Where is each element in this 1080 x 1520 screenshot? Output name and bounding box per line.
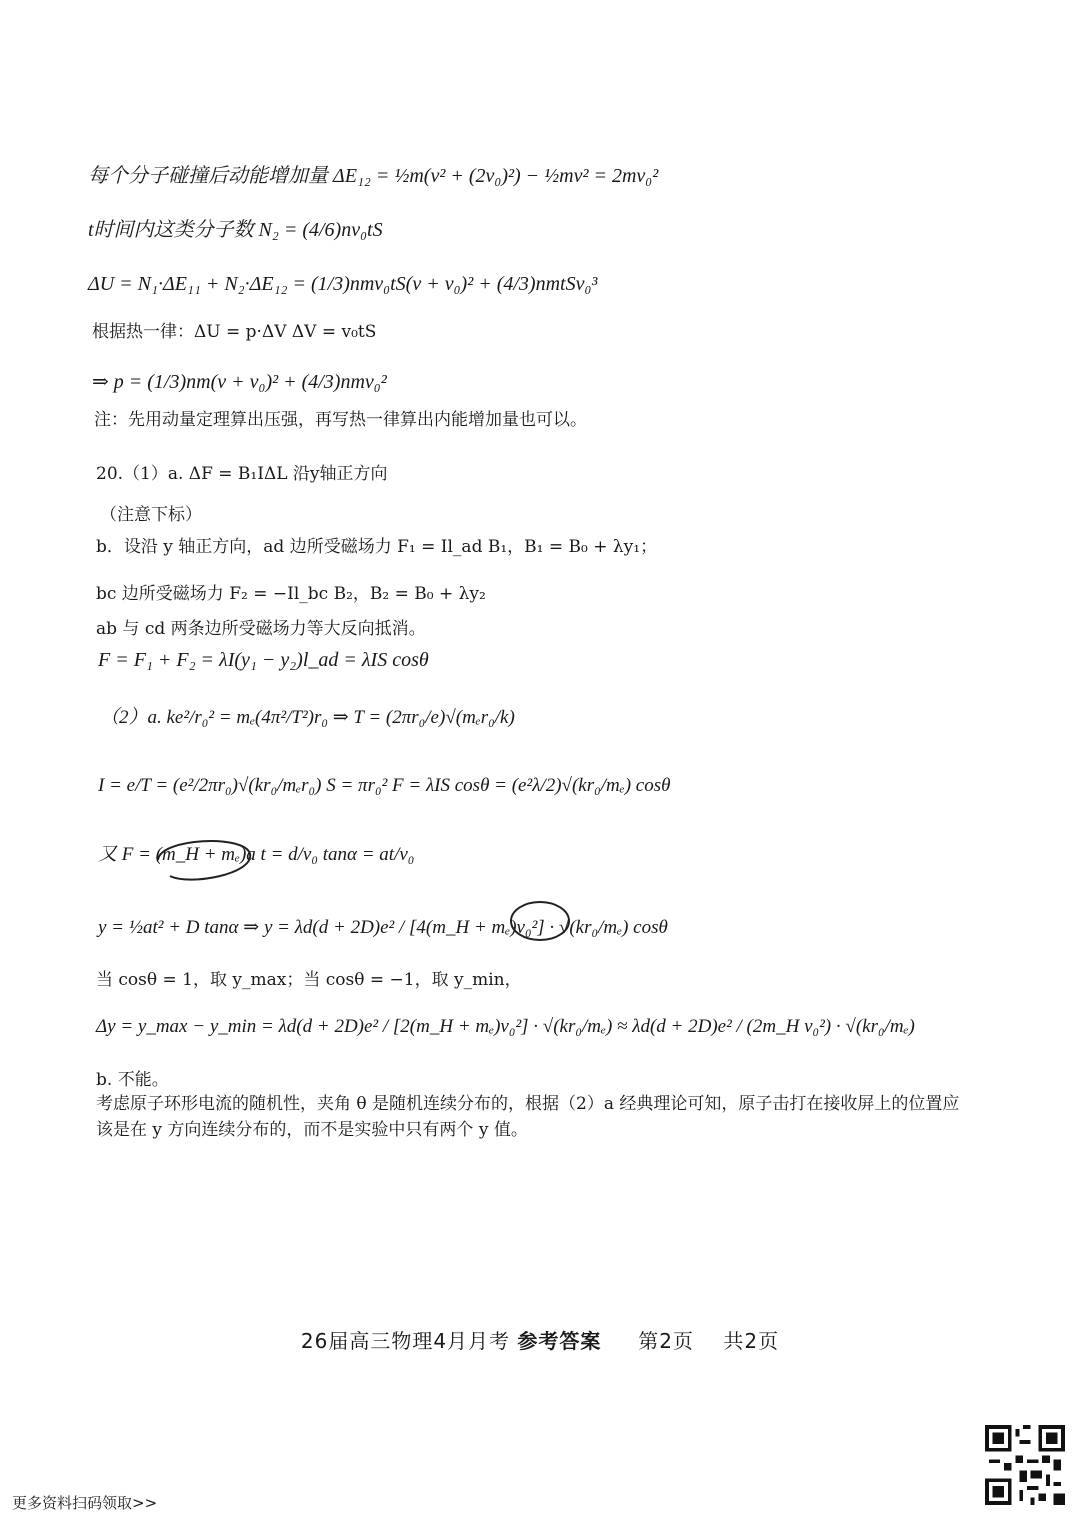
q20-part2-b-answer: b. 不能。 xyxy=(96,1070,169,1090)
q20-part2-a-line5: 当 cosθ = 1，取 y_max；当 cosθ = −1，取 y_min， xyxy=(96,970,522,990)
more-resources-link[interactable]: 更多资料扫码领取>> xyxy=(12,1494,158,1512)
footer-total-pages: 共2页 xyxy=(723,1329,780,1353)
q20-part2-b-reason-1: 考虑原子环形电流的随机性，夹角 θ 是随机连续分布的，根据（2）a 经典理论可知，原子击打在接收屏上的位置应 xyxy=(96,1094,960,1114)
q20-part1-a: 20.（1）a. ΔF = B₁IΔL 沿y轴正方向 xyxy=(96,464,388,484)
footer-title: 26届高三物理4月月考 xyxy=(300,1329,511,1353)
q20-part1-b-result: F = F₁ + F₂ = λI(y₁ − y₂)l_ad = λIS cosθ xyxy=(98,649,429,671)
answer-line-2: t时间内这类分子数 N₂ = (4/6)nv₀tS xyxy=(88,219,383,241)
answer-line-5: ⇒ p = (1/3)nm(v + v₀)² + (4/3)nmv₀² xyxy=(92,371,387,393)
q20-part2-a-line3: 又 F = (m_H + mₑ)a t = d/v₀ tanα = at/v₀ xyxy=(98,844,415,865)
subscript-note: （注意下标） xyxy=(100,505,202,525)
note-line: 注：先用动量定理算出压强，再写热一律算出内能增加量也可以。 xyxy=(94,410,587,430)
q20-part2-b-reason-2: 该是在 y 方向连续分布的，而不是实验中只有两个 y 值。 xyxy=(96,1120,528,1140)
answer-line-1: 每个分子碰撞后动能增加量 ΔE₁₂ = ½m(v² + (2v₀)²) − ½mv² = 2mv₀² xyxy=(88,165,659,187)
q20-part2-a-line6: Δy = y_max − y_min = λd(d + 2D)e² / [2(m_H + mₑ)v₀²] · √(kr₀/mₑ) ≈ λd(d + 2D)e² / (2m_H v₀²) · √(kr₀/mₑ) xyxy=(96,1016,915,1037)
q20-part2-a-line1: （2）a. ke²/r₀² = mₑ(4π²/T²)r₀ ⇒ T = (2πr₀/e)√(mₑr₀/k) xyxy=(100,707,515,728)
answer-line-4: 根据热一律：ΔU = p·ΔV ΔV = v₀tS xyxy=(92,322,377,342)
q20-part1-b-line1: b．设沿 y 轴正方向，ad 边所受磁场力 F₁ = Il_ad B₁，B₁ = B₀ + λy₁； xyxy=(96,537,658,557)
q20-part2-a-line4: y = ½at² + D tanα ⇒ y = λd(d + 2D)e² / [4(m_H + mₑ)v₀²] · √(kr₀/mₑ) cosθ xyxy=(98,917,668,938)
answer-line-3: ΔU = N₁·ΔE₁₁ + N₂·ΔE₁₂ = (1/3)nmv₀tS(v + v₀)² + (4/3)nmtSv₀³ xyxy=(88,273,598,295)
q20-part2-a-line2: I = e/T = (e²/2πr₀)√(kr₀/mₑr₀) S = πr₀² F = λIS cosθ = (e²λ/2)√(kr₀/mₑ) cosθ xyxy=(98,775,671,796)
q20-part1-b-line3: ab 与 cd 两条边所受磁场力等大反向抵消。 xyxy=(96,619,426,639)
qr-code-icon[interactable] xyxy=(985,1425,1065,1505)
page-footer xyxy=(0,1325,1080,1354)
footer-page-number: 第2页 xyxy=(638,1329,694,1353)
q20-part1-b-line2: bc 边所受磁场力 F₂ = −Il_bc B₂，B₂ = B₀ + λy₂ xyxy=(96,584,486,604)
footer-answer-label: 参考答案 xyxy=(517,1329,602,1353)
